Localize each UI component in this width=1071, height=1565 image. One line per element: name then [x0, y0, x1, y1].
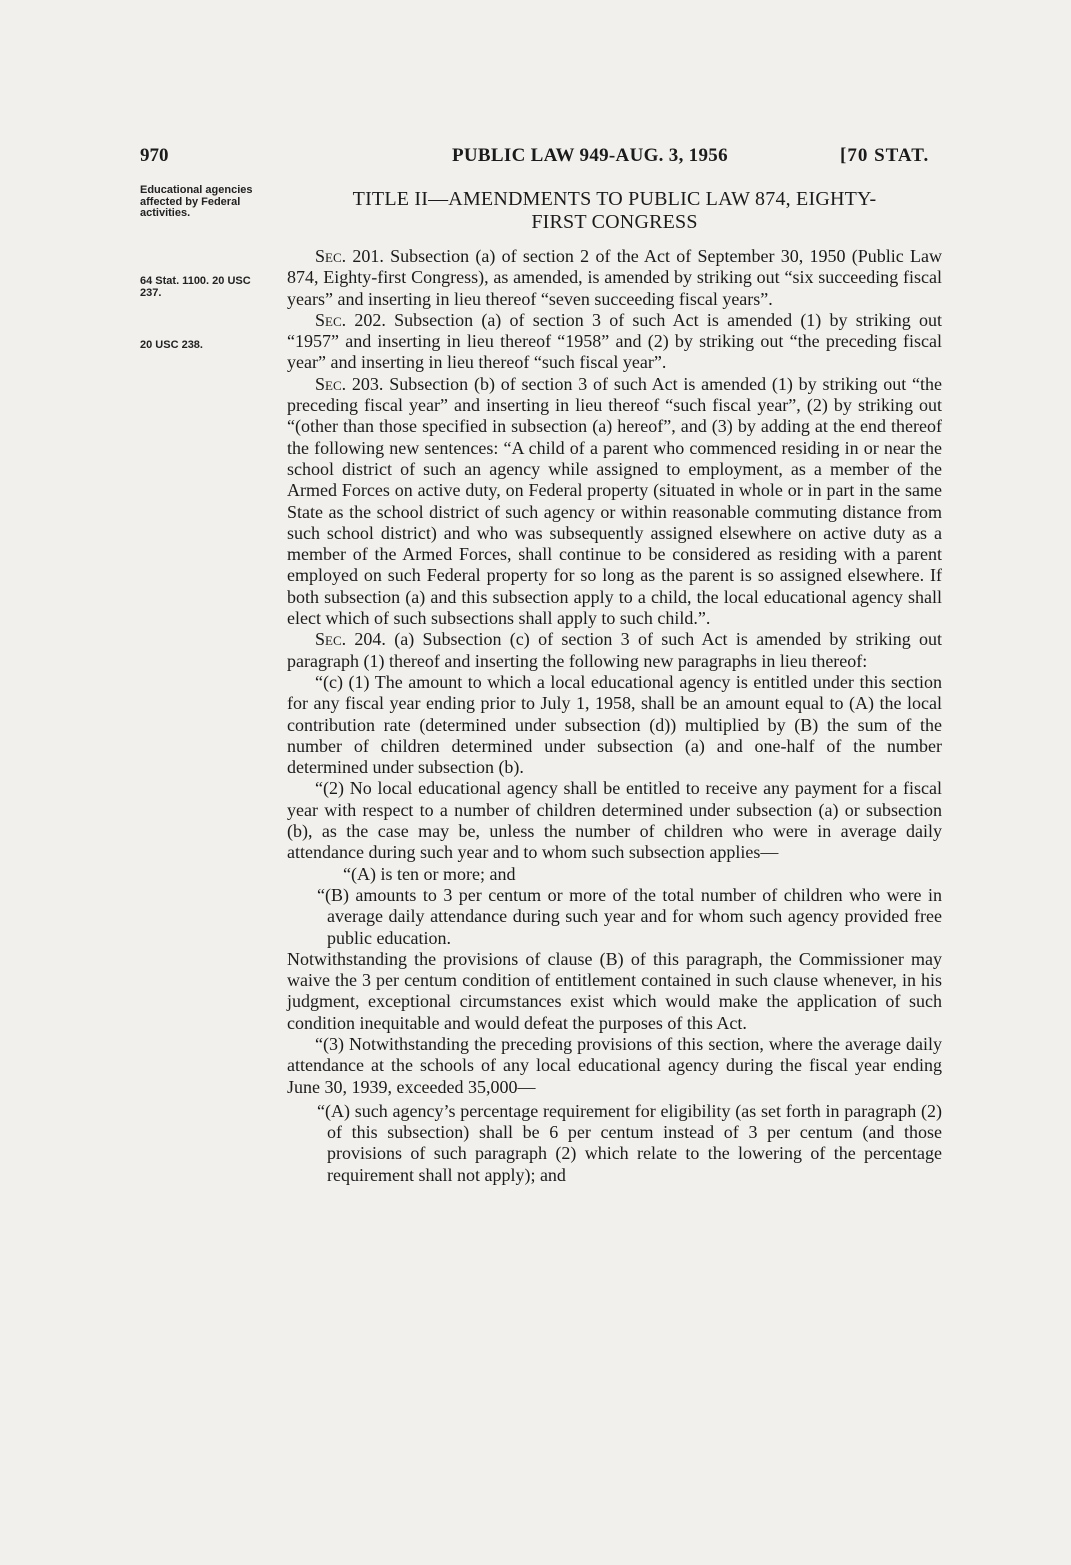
- section-203: [287, 374, 942, 630]
- section-201-label: Sec. 201.: [315, 246, 384, 266]
- margin-note-64-stat: 64 Stat. 1100. 20 USC 237.: [140, 275, 251, 299]
- running-title: PUBLIC LAW 949-AUG. 3, 1956: [452, 145, 728, 166]
- clause-c2-a: “(A) is ten or more; and: [343, 863, 516, 884]
- main-text: [287, 188, 942, 1186]
- title-line-1: TITLE II—AMENDMENTS TO PUBLIC LAW 874, EIGHTY-: [352, 188, 877, 210]
- clause-c3-a: “(A) such agency’s percentage requirement for eligibility (as set forth in paragraph (2) of this subsection) shall be 6 per centum instead of 3 per centum (and those provisions of such paragraph (2) which relate to the lowering of the percentage requirement shall not apply); and: [317, 1100, 942, 1185]
- section-201-text: Subsection (a) of section 2 of the Act of September 30, 1950 (Public Law 874, Eighty-first Congress), as amended, is amended by striking out “six succeeding fiscal years” and inserting in lieu thereof “seven succeeding fiscal years”.: [287, 246, 942, 309]
- paragraph-c2-notwithstanding: Notwithstanding the provisions of clause (B) of this paragraph, the Commissioner may waive the 3 per centum condition of entitlement contained in such clause whenever, in his judgment, exceptional circumstances exist which would make the application of such condition inequitable and would defeat the purposes of this Act.: [287, 948, 942, 1033]
- page-number: 970: [140, 145, 169, 166]
- running-header: [140, 145, 940, 169]
- paragraph-c3: “(3) Notwithstanding the preceding provisions of this section, where the average daily attendance at the schools of any local educational agency during the fiscal year ending June 30, 1939, exceeded 35,000—: [287, 1033, 942, 1097]
- section-202-text: Subsection (a) of section 3 of such Act is amended (1) by striking out “1957” and inserting in lieu thereof “1958” and (2) by striking out “the preceding fiscal year” and inserting in lieu thereof “such fiscal year”.: [287, 309, 943, 373]
- margin-note-educational-agencies: Educational agencies affected by Federal activities.: [140, 184, 253, 219]
- title-heading: [287, 188, 942, 234]
- clause-c2-b: “(B) amounts to 3 per centum or more of the total number of children who were in average daily attendance during such year and for whom such agency provided free public education.: [317, 884, 942, 948]
- margin-note-20-usc-238: 20 USC 238.: [140, 339, 203, 351]
- section-201: [287, 246, 942, 310]
- section-204-text: (a) Subsection (c) of section 3 of such Act is amended by striking out paragraph (1) thereof and inserting the following new paragraphs in lieu thereof:: [287, 629, 942, 671]
- volume-reference: [70 STAT.: [840, 145, 930, 166]
- section-203-text: Subsection (b) of section 3 of such Act is amended (1) by striking out “the preceding fiscal year” and inserting in lieu thereof “such fiscal year”, (2) by striking out “(other than those specified in subsection (a) hereof”, and (3) by adding at the end thereof the following new sentences: “A child of a parent who commenced residing in or near the school district of such an agency while assigned to employment, as a member of the Armed Forces on active duty, on Federal property (situated in whole or in part in the same State as the school district of such agency or within reasonable commuting distance from such school district) and who was subsequently assigned elsewhere on active duty as a member of the Armed Forces, shall continue to be considered as residing with a parent employed on such Federal property for so long as the parent is so assigned elsewhere. If both subsection (a) and this subsection apply to a child, the local educational agency shall elect which of such subsections shall apply to such child.”.: [287, 373, 942, 629]
- section-202: [287, 310, 942, 374]
- section-203-label: Sec. 203.: [315, 373, 384, 394]
- section-204-label: Sec. 204.: [315, 629, 386, 650]
- title-line-2: FIRST CONGRESS: [531, 211, 698, 233]
- paragraph-c1: “(c) (1) The amount to which a local educational agency is entitled under this section for any fiscal year ending prior to July 1, 1958, shall be an amount equal to (A) the local contribution rate (determined under subsection (d)) multiplied by (B) the sum of the number of children determined under subsection (a) and one-half of the number determined under subsection (b).: [287, 671, 942, 778]
- section-204: [287, 629, 942, 672]
- paragraph-c2: “(2) No local educational agency shall be entitled to receive any payment for a fiscal year with respect to a number of children determined under subsection (a) or subsection (b), as the case may be, unless the number of children who were in average daily attendance during such year and to whom such subsection applies—: [287, 778, 942, 863]
- section-202-label: Sec. 202.: [315, 309, 386, 330]
